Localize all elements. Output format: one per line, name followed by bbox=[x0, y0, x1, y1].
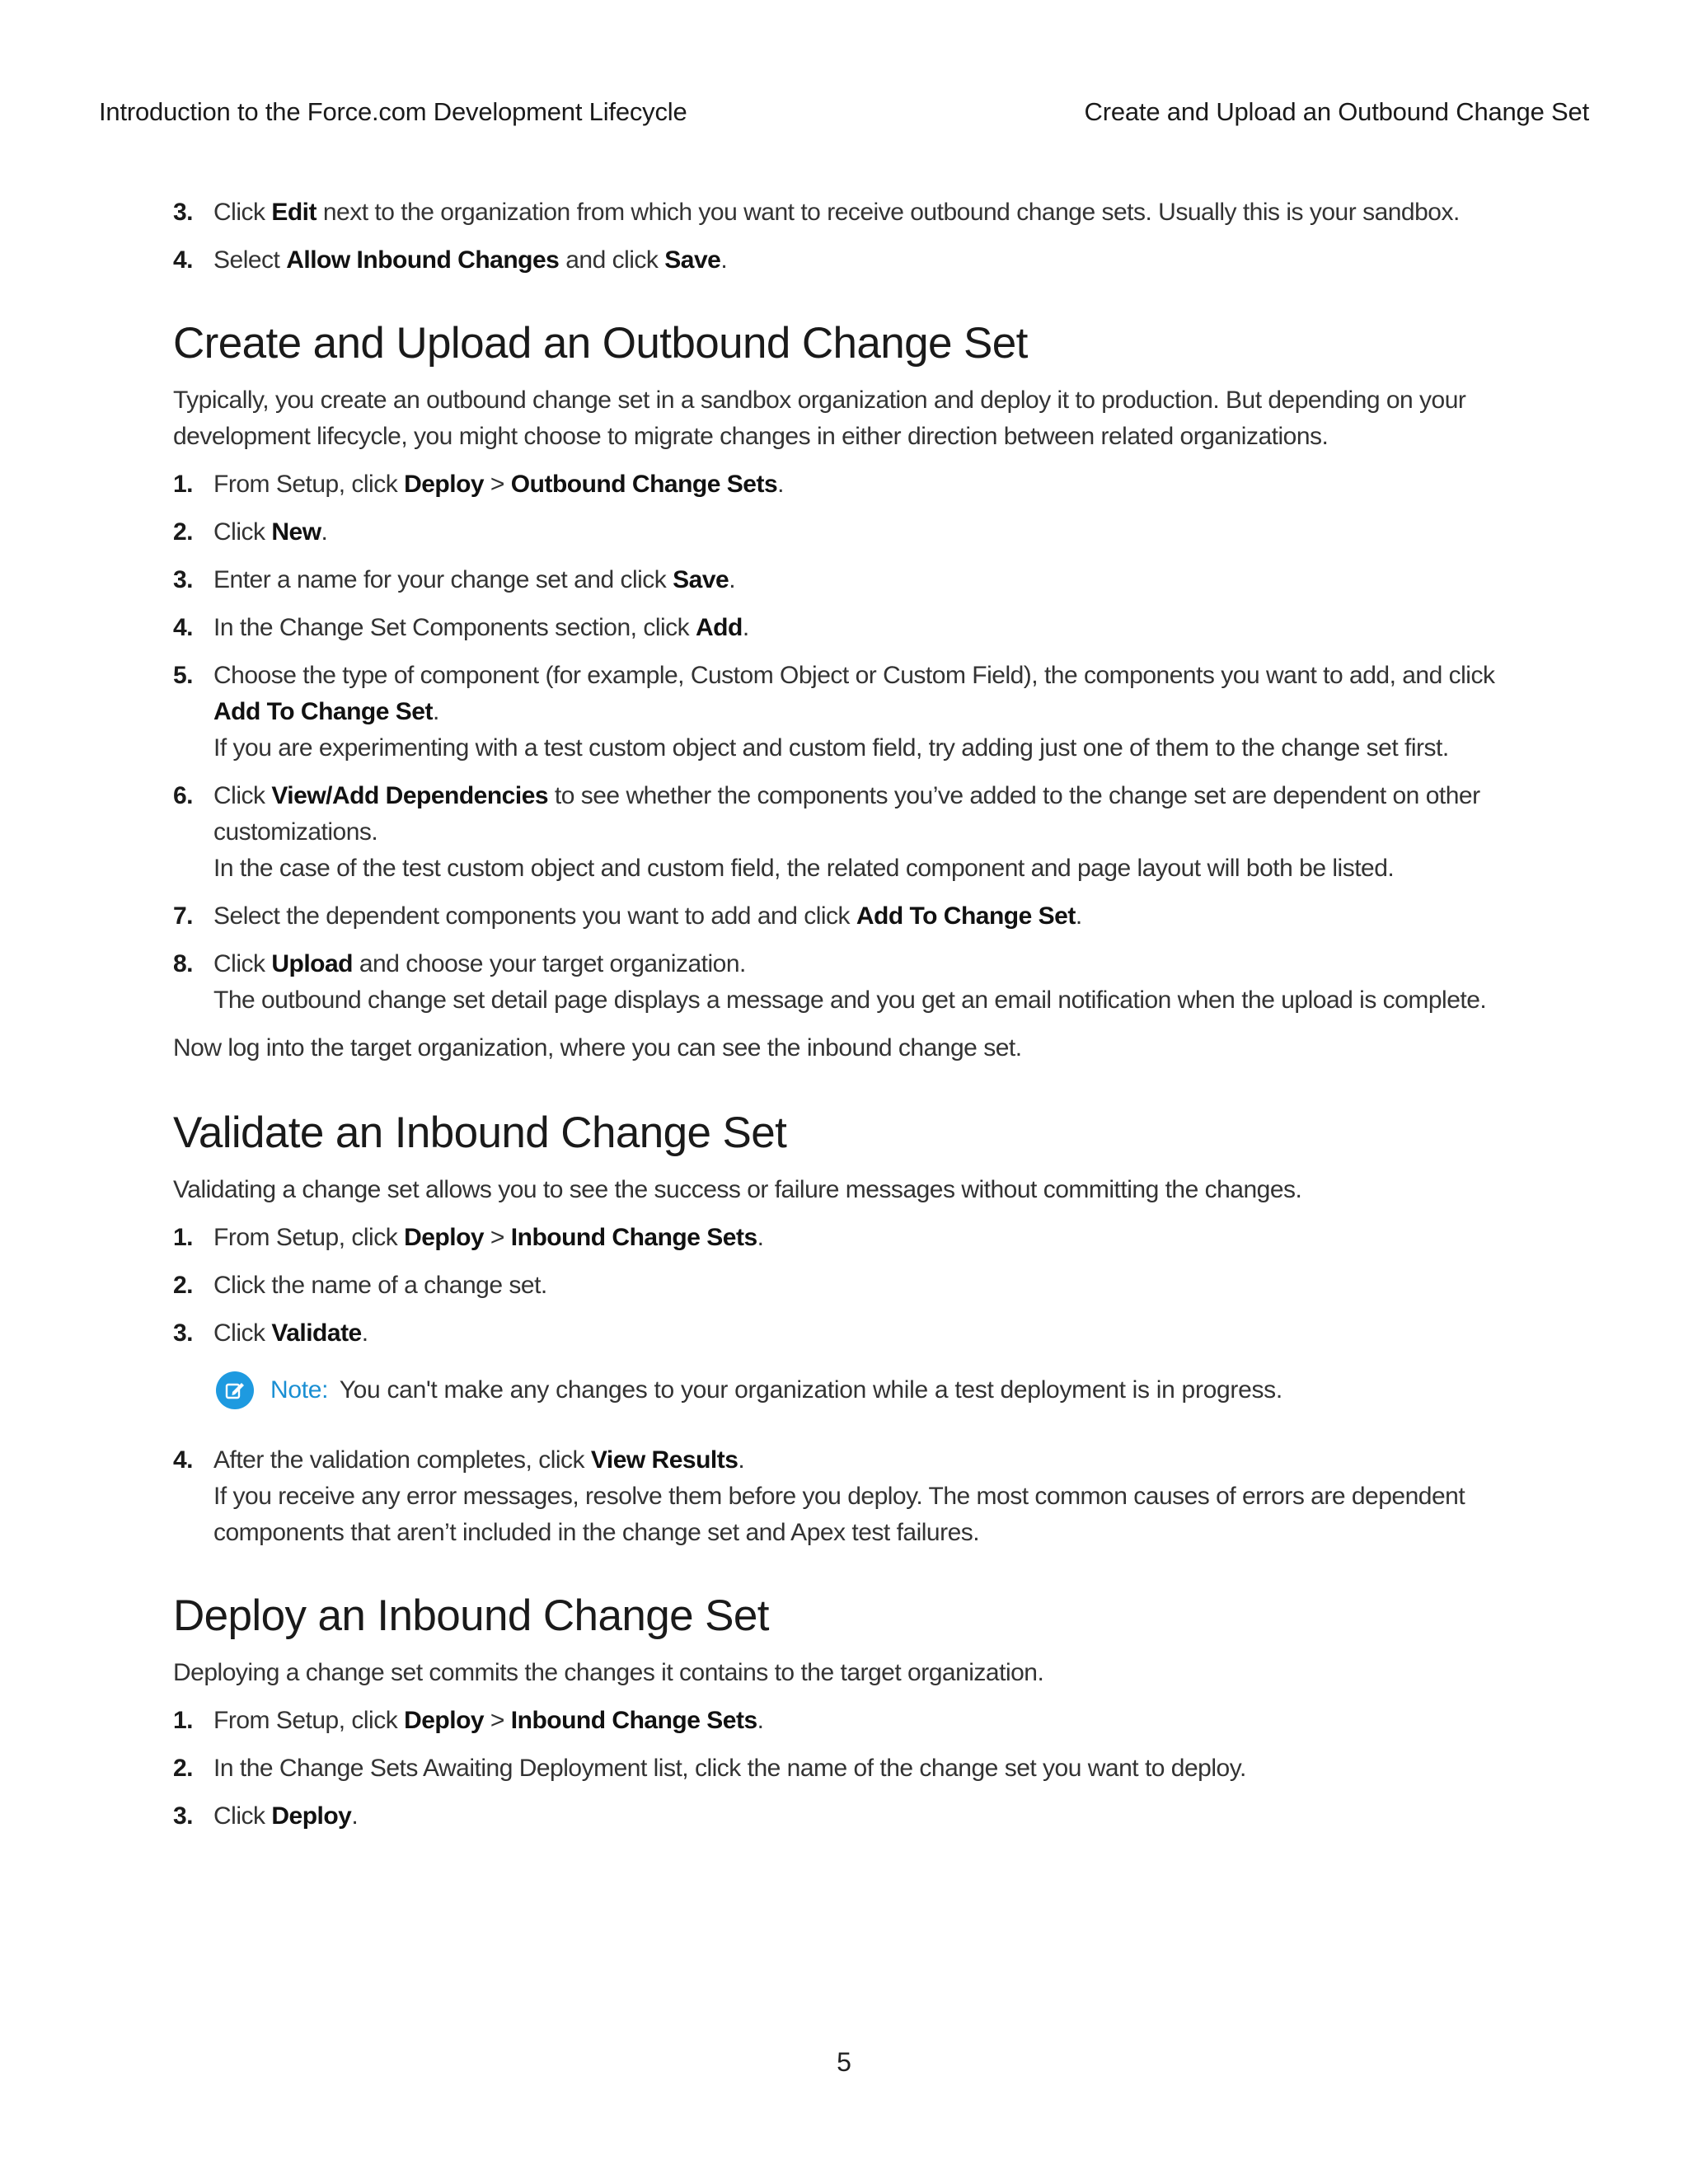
list-item bbox=[173, 242, 1519, 279]
ui-term: Add To Change Set bbox=[856, 902, 1076, 930]
section-create-upload-outbound bbox=[173, 315, 1519, 1066]
step-text: Click the name of a change set. bbox=[213, 1272, 547, 1299]
ui-term: Edit bbox=[271, 199, 317, 226]
step-detail: If you receive any error messages, resolve them before you deploy. The most common causes of errors are dependent components that aren’t included in the change set and Apex test failures. bbox=[213, 1483, 1465, 1546]
ui-term: Deploy bbox=[271, 1802, 352, 1830]
step-text: . bbox=[729, 566, 736, 593]
step-text: Enter a name for your change set and click bbox=[213, 566, 673, 593]
step-text: next to the organization from which you want to receive outbound change sets. Usually this is your sandbox. bbox=[316, 199, 1460, 226]
step-text: . bbox=[757, 1707, 764, 1734]
step-number: 3. bbox=[173, 566, 194, 593]
ui-term: View Results bbox=[590, 1446, 738, 1474]
step-number: 2. bbox=[173, 1272, 194, 1299]
step-text: Click bbox=[213, 1802, 272, 1830]
step-detail: If you are experimenting with a test custom object and custom field, try adding just one of them to the change set first. bbox=[213, 734, 1449, 762]
list-item bbox=[173, 466, 1519, 503]
page-content bbox=[173, 194, 1519, 1846]
ui-term: Add bbox=[696, 614, 743, 641]
step-number: 1. bbox=[173, 1224, 194, 1251]
note-label: Note: bbox=[270, 1376, 329, 1404]
step-detail: The outbound change set detail page displays a message and you get an email notification when the upload is complete. bbox=[213, 987, 1487, 1014]
step-text: Click bbox=[213, 782, 272, 809]
header-right-title: Create and Upload an Outbound Change Set bbox=[1084, 97, 1589, 126]
step-number: 4. bbox=[173, 246, 194, 274]
section-title: Create and Upload an Outbound Change Set bbox=[173, 319, 1028, 368]
list-item bbox=[173, 1703, 1519, 1739]
list-item bbox=[173, 1798, 1519, 1835]
section-intro: Deploying a change set commits the changes it contains to the target organization. bbox=[173, 1659, 1044, 1686]
section-intro: Typically, you create an outbound change set in a sandbox organization and deploy it to production. But depending on your development lifecycle, you might choose to migrate changes in either direction between related organizations. bbox=[173, 387, 1466, 450]
list-item bbox=[173, 1315, 1519, 1352]
section-title: Validate an Inbound Change Set bbox=[173, 1108, 787, 1157]
ui-term: Validate bbox=[271, 1319, 362, 1347]
top-steps bbox=[173, 194, 1519, 279]
section-title: Deploy an Inbound Change Set bbox=[173, 1591, 769, 1640]
ui-term: Deploy bbox=[404, 1707, 485, 1734]
step-number: 4. bbox=[173, 1446, 194, 1474]
ui-term: Save bbox=[664, 246, 721, 274]
ui-term: Inbound Change Sets bbox=[510, 1224, 757, 1251]
ui-term: Deploy bbox=[404, 471, 485, 498]
step-number: 7. bbox=[173, 902, 194, 930]
step-text: In the Change Set Components section, click bbox=[213, 614, 696, 641]
ui-term: Inbound Change Sets bbox=[510, 1707, 757, 1734]
ui-term: Upload bbox=[271, 950, 354, 977]
step-text: Select bbox=[213, 246, 287, 274]
ui-term: View/Add Dependencies bbox=[271, 782, 549, 809]
step-text: to see whether the components you’ve added to the change set are dependent on other customizations. bbox=[213, 782, 1480, 846]
step-detail: In the case of the test custom object and custom field, the related component and page layout will both be listed. bbox=[213, 855, 1395, 882]
list-item bbox=[173, 610, 1519, 646]
step-number: 3. bbox=[173, 1319, 194, 1347]
step-number: 1. bbox=[173, 1707, 194, 1734]
step-text: and click bbox=[559, 246, 665, 274]
note-edit-icon bbox=[216, 1371, 254, 1409]
step-text: Select the dependent components you want to add and click bbox=[213, 902, 856, 930]
list-item bbox=[173, 194, 1519, 231]
ui-term: Outbound Change Sets bbox=[510, 471, 778, 498]
step-text: > bbox=[484, 471, 511, 498]
step-number: 3. bbox=[173, 1802, 194, 1830]
step-number: 8. bbox=[173, 950, 194, 977]
ui-term: Deploy bbox=[404, 1224, 485, 1251]
header-left-title: Introduction to the Force.com Development Lifecycle bbox=[99, 97, 687, 126]
list-item bbox=[173, 514, 1519, 551]
note-text: You can't make any changes to your organization while a test deployment is in progress. bbox=[339, 1376, 1282, 1404]
list-item bbox=[173, 778, 1519, 887]
step-text: . bbox=[351, 1802, 359, 1830]
list-item bbox=[173, 1268, 1519, 1304]
step-text: Click bbox=[213, 1319, 272, 1347]
step-number: 5. bbox=[173, 662, 194, 689]
section-deploy-inbound bbox=[173, 1587, 1519, 1835]
page-footer bbox=[0, 2047, 1688, 2078]
ui-term: Save bbox=[673, 566, 729, 593]
step-number: 3. bbox=[173, 199, 194, 226]
step-text: From Setup, click bbox=[213, 471, 405, 498]
step-number: 2. bbox=[173, 1755, 194, 1782]
step-text: Click bbox=[213, 199, 272, 226]
ui-term: Allow Inbound Changes bbox=[286, 246, 560, 274]
step-text: In the Change Sets Awaiting Deployment list, click the name of the change set you want to deploy. bbox=[213, 1755, 1246, 1782]
note-callout bbox=[216, 1371, 1519, 1409]
list-item bbox=[173, 1750, 1519, 1787]
step-text: . bbox=[742, 614, 749, 641]
step-text: After the validation completes, click bbox=[213, 1446, 591, 1474]
list-item bbox=[173, 1220, 1519, 1256]
list-item bbox=[173, 1442, 1519, 1551]
step-text: > bbox=[484, 1707, 511, 1734]
step-text: . bbox=[757, 1224, 764, 1251]
list-item bbox=[173, 658, 1519, 766]
step-text: Click bbox=[213, 518, 272, 546]
page-number: 5 bbox=[837, 2047, 851, 2077]
step-text: . bbox=[1075, 902, 1082, 930]
step-text: > bbox=[484, 1224, 511, 1251]
running-header bbox=[99, 97, 1589, 127]
ui-term: New bbox=[271, 518, 321, 546]
list-item bbox=[173, 562, 1519, 598]
step-text: and choose your target organization. bbox=[353, 950, 746, 977]
step-number: 1. bbox=[173, 471, 194, 498]
section-validate-inbound bbox=[173, 1104, 1519, 1551]
step-number: 4. bbox=[173, 614, 194, 641]
step-number: 2. bbox=[173, 518, 194, 546]
step-text: Choose the type of component (for example, Custom Object or Custom Field), the components you want to add, and click bbox=[213, 662, 1495, 689]
section-outro: Now log into the target organization, where you can see the inbound change set. bbox=[173, 1034, 1022, 1062]
step-text: From Setup, click bbox=[213, 1707, 405, 1734]
step-text: . bbox=[432, 698, 439, 725]
step-text: . bbox=[777, 471, 784, 498]
step-text: . bbox=[321, 518, 328, 546]
ui-term: Add To Change Set bbox=[213, 698, 433, 725]
step-text: Click bbox=[213, 950, 272, 977]
step-text: From Setup, click bbox=[213, 1224, 405, 1251]
list-item bbox=[173, 946, 1519, 1019]
step-text: . bbox=[361, 1319, 368, 1347]
list-item bbox=[173, 898, 1519, 935]
section-intro: Validating a change set allows you to see the success or failure messages without committing the changes. bbox=[173, 1176, 1302, 1203]
step-number: 6. bbox=[173, 782, 194, 809]
step-text: . bbox=[738, 1446, 745, 1474]
step-text: . bbox=[720, 246, 728, 274]
